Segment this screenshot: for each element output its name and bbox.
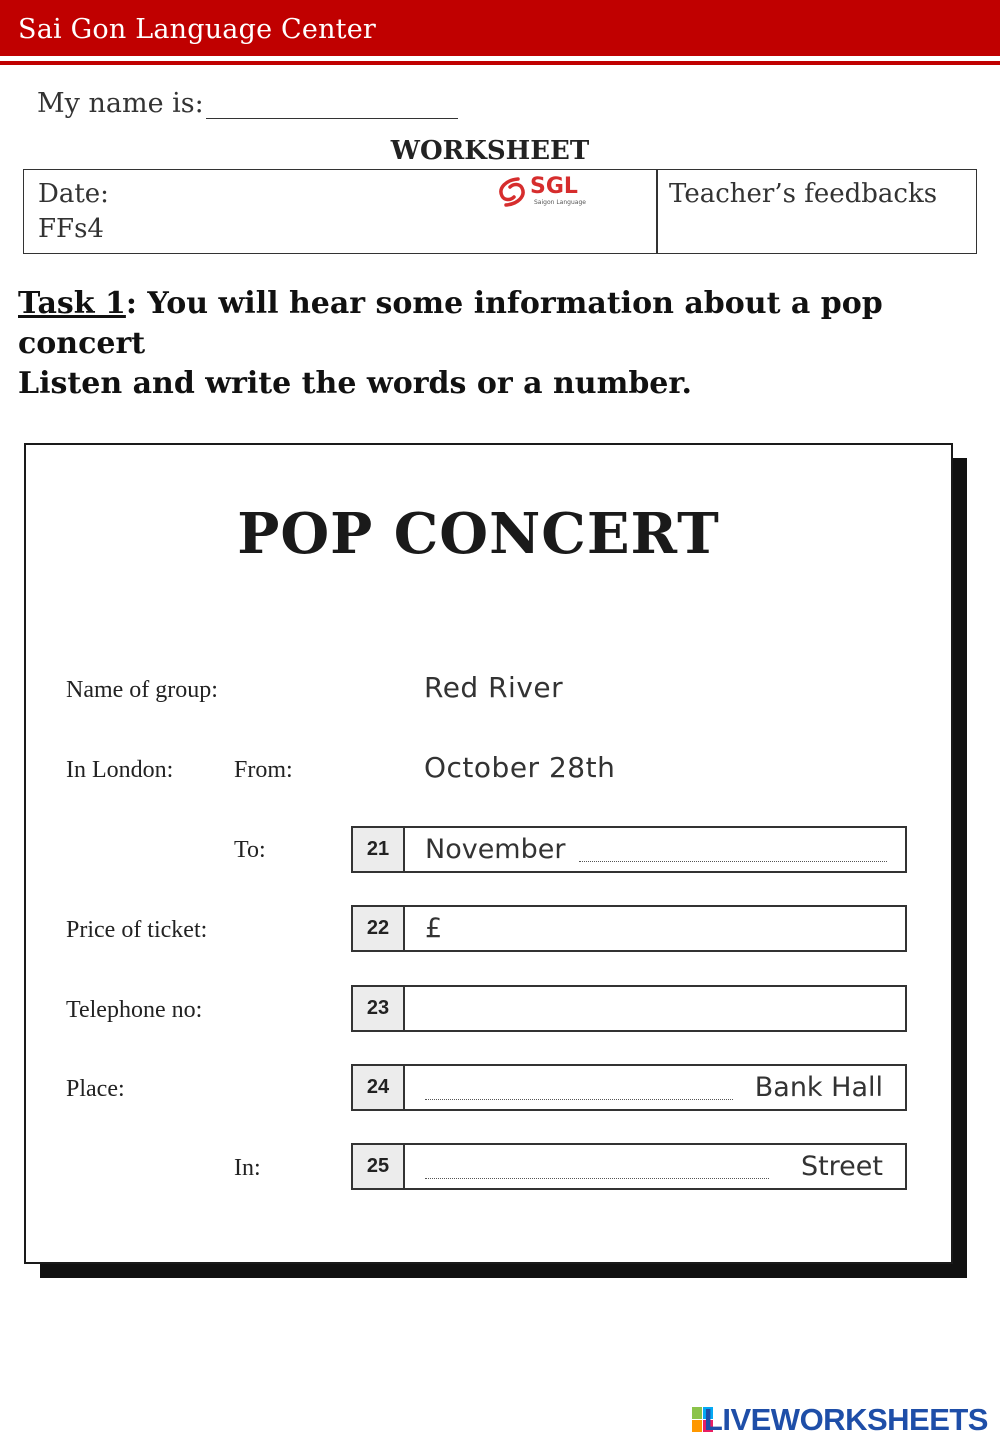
from-label: From:	[234, 757, 293, 783]
table-divider	[656, 170, 658, 253]
task-line-1: : You will hear some information about a pop concert	[18, 286, 883, 361]
answer-box-22[interactable]	[351, 905, 907, 952]
question-number: 23	[353, 987, 405, 1030]
answer-dots	[425, 1178, 769, 1179]
answer-box-21[interactable]	[351, 826, 907, 873]
name-blank[interactable]	[206, 93, 458, 119]
london-label: In London:	[66, 757, 174, 783]
info-table	[23, 169, 977, 254]
from-value: October 28th	[424, 751, 616, 784]
in-label: In:	[234, 1155, 261, 1181]
question-number: 22	[353, 907, 405, 950]
answer-hint: Bank Hall	[754, 1072, 883, 1103]
answer-hint: £	[425, 913, 443, 944]
answer-box-23[interactable]	[351, 985, 907, 1032]
question-number: 25	[353, 1145, 405, 1188]
feedback-label: Teacher’s feedbacks	[669, 179, 938, 209]
task-instruction	[18, 284, 978, 404]
sgl-swirl-icon	[494, 174, 530, 210]
class-code: FFs4	[38, 214, 104, 244]
answer-dots	[579, 861, 887, 862]
task-line-2: Listen and write the words or a number.	[18, 366, 692, 401]
sgl-logo	[494, 174, 594, 210]
answer-hint: Street	[800, 1151, 883, 1182]
header-rule	[0, 61, 1000, 65]
pop-concert-form	[24, 443, 953, 1264]
question-number: 21	[353, 828, 405, 871]
group-label: Name of group:	[66, 677, 218, 703]
answer-hint: November	[425, 834, 566, 865]
answer-box-25[interactable]	[351, 1143, 907, 1190]
to-label: To:	[234, 837, 266, 863]
question-number: 24	[353, 1066, 405, 1109]
place-label: Place:	[66, 1076, 125, 1102]
center-name: Sai Gon Language Center	[18, 14, 376, 45]
task-label: Task 1	[18, 286, 126, 321]
phone-label: Telephone no:	[66, 997, 203, 1023]
answer-dots	[425, 1099, 733, 1100]
worksheet-title: WORKSHEET	[390, 136, 590, 166]
group-value: Red River	[424, 671, 564, 704]
name-label: My name is:	[37, 88, 204, 119]
form-title: POP CONCERT	[237, 501, 720, 567]
logo-text: SGL	[530, 174, 578, 199]
name-line	[37, 88, 458, 119]
price-label: Price of ticket:	[66, 917, 208, 943]
liveworksheets-brand: LIVEWORKSHEETS	[703, 1402, 988, 1437]
date-label: Date:	[38, 179, 109, 209]
logo-subtitle: Saigon Language	[534, 199, 586, 206]
answer-box-24[interactable]	[351, 1064, 907, 1111]
